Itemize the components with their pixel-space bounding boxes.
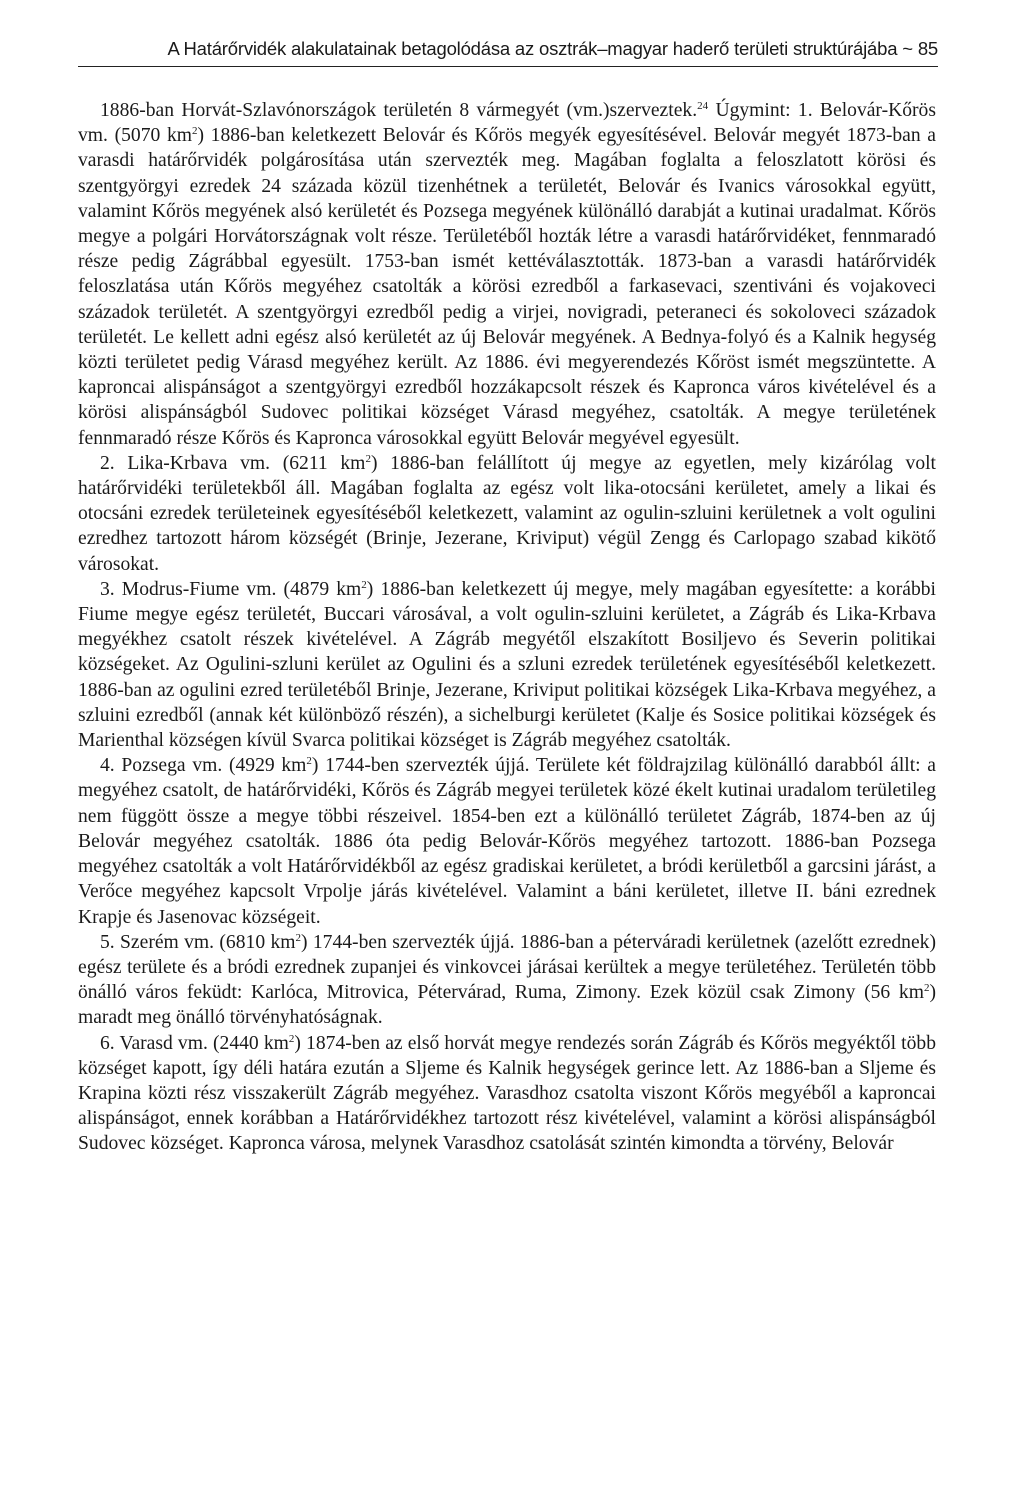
text-run: ) 1886-ban keletkezett Belovár és Kőrös megyék egyesítésével. Belovár megyét 1873-ban a varasdi határőrvidék polgárosítása után szervezték meg. Magában foglalta a feloszlatott körösi és szentgyörgyi ezredek 24 százada közül tizenhétnek a területét, Belovár és Ivanics városokkal együtt, valamint Kőrös megyének alsó kerületét és Pozsega megyének különálló darabját a kutinai uradalmat. Kőrös megye a polgári Horvátországnak volt része. Területéből hozták létre a varasdi határőrvidéket, fennmaradó része pedig Zágrábbal egyesült. 1753-ban ismét kettéválasztották. 1873-ban a varasdi határőrvidék feloszlatása után Kőrös megyéhez csatolták a körösi ezredből a farkasevaci, szentiváni és vojakoveci századok területét. A szentgyörgyi ezredből pedig a virjei, novigradi, peteraneci és sokoloveci századok területét. Le kellett adni egész alsó kerületét az új Belovár megyének. A Bednya-folyó és a Kalnik hegység közti területet pedig Várasd megyéhez került. Az 1886. évi megyerendezés Kőröst ismét megszüntette. A kaproncai alispánságot a szentgyörgyi ezredből hozzákapcsolt részek és Kapronca város kivételével és a körösi alispánságból Sudovec politikai községet Várasd megyéhez, csatolták. A megye területének fennmaradó része Kőrös és Kapronca városokkal együtt Belovár megyével egyesült. — [78, 125, 936, 449]
paragraph-szerem — [78, 930, 936, 1031]
running-header — [78, 38, 938, 60]
superscript: 2 — [306, 755, 312, 768]
text-run: ) 1744-ben szervezték újjá. 1886-ban a péterváradi kerületnek (azelőtt ezrednek) egész területe és a bródi ezrednek zupanjei és vinkovcei járásai kerültek a megye területéhez. Területén több önálló város feküdt: Karlóca, Mitrovica, Pétervárad, Ruma, Zimony. Ezek közül csak Zimony (56 km — [78, 931, 936, 1004]
text-run: ) 1744-ben szervezték újjá. Területe két földrajzilag különálló darabból állt: a megyéhez csatolt, de határőrvidéki, Kőrös és Zágráb megyei területek közé ékelt kutinai uradalom területileg nem függött össze a megye többi részeivel. 1854-ben ezt a különálló területet Zágráb, 1874-ben az új Belovár megyéhez csatolták. 1886 óta pedig Belovár-Kőrös megyéhez tartozott. 1886-ban Pozsega megyéhez csatolták a volt Határőrvidékből az egész gradiskai kerületet, a bródi kerületből a garcsini járást, a Verőce megyéhez kapcsolt Vrpolje járás kivételével. Valamint a báni kerületet, illetve II. báni ezrednek Krapje és Jasenovac községeit. — [78, 755, 936, 928]
text-run: 4. Pozsega vm. (4929 km — [100, 755, 307, 777]
paragraph-varasd — [78, 1031, 936, 1157]
paragraph-lika-krbava — [78, 451, 936, 577]
superscript: 2 — [295, 931, 301, 944]
text-run: 5. Szerém vm. (6810 km — [100, 931, 296, 953]
paragraph-modrus-fiume — [78, 577, 936, 753]
text-run: ) 1874-ben az első horvát megye rendezés során Zágráb és Kőrös megyéktől több községet kapott, így déli határa ezután a Sljeme és Kalnik hegységek gerince lett. Az 1886-ban a Sljeme és Krapina közti rész visszakerült Zágráb megyéhez. Varasdhoz csatolta viszont Kőrös megyéből a kaproncai alispánságot, ennek korábban a Határőrvidékhez tartozott rész kivételével, valamint a körösi alispánságból Sudovec községet. Kapronca városa, melynek Varasdhoz csatolását szintén kimondta a törvény, Belovár — [78, 1032, 936, 1155]
text-run: 6. Varasd vm. (2440 km — [100, 1032, 289, 1054]
header-title: A Határőrvidék alakulatainak betagolódása az osztrák–magyar haderő területi struktúrájába — [167, 38, 898, 59]
superscript: 2 — [365, 452, 371, 465]
superscript: 2 — [288, 1032, 295, 1045]
header-rule — [78, 66, 938, 67]
text-run: 2. Lika-Krbava vm. (6211 km — [100, 452, 366, 474]
text-run: Úgymint: 1. Belovár-Kőrös vm. (5070 km — [78, 100, 936, 147]
paragraph-pozsega — [78, 753, 936, 929]
superscript: 2 — [923, 982, 930, 995]
header-separator: ~ — [902, 38, 913, 59]
paragraph-intro-belovar-koros — [78, 98, 936, 451]
footnote-ref: 24 — [697, 100, 709, 112]
text-run: 3. Modrus-Fiume vm. (4879 km — [100, 578, 362, 600]
page-number: 85 — [917, 38, 938, 59]
document-page — [78, 0, 950, 1510]
text-run: ) 1886-ban felállított új megye az egyetlen, mely kizárólag volt határőrvidéki területekből áll. Magában foglalta az egész volt lika-otocsáni kerületet, amely a likai és otocsáni ezredek területeinek egyesítéséből keletkezett, valamint az ogulin-szluini kerületnek a volt ogulini ezredhez tartozott három községét (Brinje, Jezerane, Kriviput) végül Zengg és Carlopago szabad kikötő városokat. — [78, 452, 936, 575]
body-text — [78, 98, 936, 1157]
text-run: ) 1886-ban keletkezett új megye, mely magában egyesítette: a korábbi Fiume megye egész területét, Buccari városával, a volt ogulin-szluini kerületet, a Zágráb és Lika-Krbava megyékhez csatolt részek kivételével. A Zágráb megyétől elszakított Bosiljevo és Severin politikai községeket. Az Ogulini-szluni kerület az Ogulini és a szluni ezredek területének egyesítéséből keletkezett. 1886-ban az ogulini ezred területéből Brinje, Jezerane, Kriviput politikai községek Lika-Krbava megyéhez, a szluini ezredből (annak két különböző részén), a sichelburgi kerületet (Kalje és Sosice politikai községek és Marienthal községen kívül Svarca politikai községet is Zágráb megyéhez csatolták. — [78, 578, 936, 752]
superscript: 2 — [361, 578, 367, 591]
text-run: 1886-ban Horvát-Szlavónországok területén 8 vármegyét (vm.)szerveztek. — [100, 100, 698, 121]
superscript: 2 — [191, 125, 198, 138]
text-run: ) maradt meg önálló törvényhatóságnak. — [78, 982, 936, 1029]
